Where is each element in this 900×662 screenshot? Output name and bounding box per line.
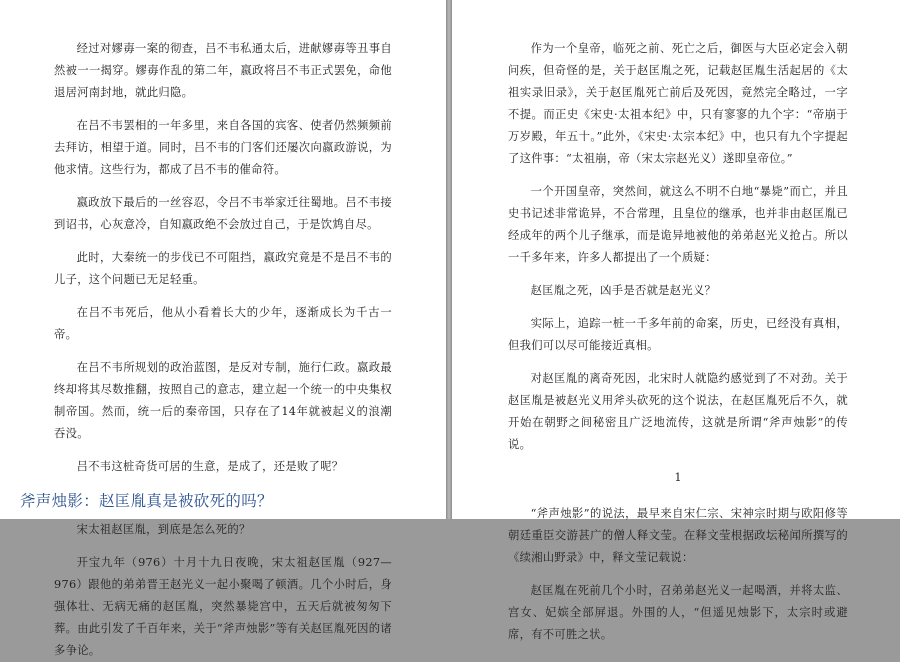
body-paragraph: 在吕不韦罢相的一年多里，来自各国的宾客、使者仍然频频前去拜访，相望于道。同时，吕不韦的门客们还屡次向嬴政游说，为他求情。这些行为，都成了吕不韦的催命符。 — [54, 119, 392, 176]
body-paragraph: 此时，大秦统一的步伐已不可阻挡，嬴政究竟是不是吕不韦的儿子，这个问题已无足轻重。 — [54, 251, 392, 286]
body-paragraph: 一个开国皇帝，突然间，就这么不明不白地“暴毙”而亡，并且史书记述非常诡异，不合常理，且皇位的继承，也并非由赵匡胤已经成年的两个儿子继承，而是诡异地被他的弟弟赵光义抢占。所以一千多年来，许多人都提出了一个质疑： — [508, 185, 848, 264]
body-paragraph: 经过对嫪毐一案的彻查，吕不韦私通太后，进献嫪毐等丑事自然被一一揭穿。嫪毐作乱的第二年，嬴政将吕不韦正式罢免，命他退居河南封地，就此归隐。 — [54, 42, 392, 99]
left-page — [0, 0, 446, 657]
body-paragraph: 实际上，追踪一桩一千多年前的命案，历史，已经没有真相，但我们可以尽可能接近真相。 — [508, 317, 848, 352]
body-paragraph: 嬴政放下最后的一丝容忍，令吕不韦举家迁往蜀地。吕不韦接到诏书，心灰意冷，自知嬴政绝不会放过自己，于是饮鸩自尽。 — [54, 196, 392, 231]
body-paragraph: 开宝九年（976）十月十九日夜晚，宋太祖赵匡胤（927—976）跟他的弟弟晋王赵光义一起小聚喝了顿酒。几个小时后，身强体壮、无病无痛的赵匡胤，突然暴毙宫中，五天后就被匆匆下葬。由此引发了千百年来，关于“斧声烛影”等有关赵匡胤死因的诸多争论。 — [54, 556, 392, 657]
right-page — [452, 0, 900, 641]
body-paragraph: 宋太祖赵匡胤，到底是怎么死的？ — [76, 523, 251, 536]
body-paragraph: 作为一个皇帝，临死之前、死亡之后，御医与大臣必定会入朝问疾，但奇怪的是，关于赵匡胤之死，记载赵匡胤生活起居的《太祖实录旧录》，关于赵匡胤死亡前后及死因，竟然完全略过，一字不提。而正史《宋史·太祖本纪》中，只有寥寥的九个字：“帝崩于万岁殿，年五十。”此外，《宋史·太宗本纪》中，也只有九个字提起了这件事：“太祖崩，帝（宋太宗赵光义）遂即皇帝位。” — [508, 42, 848, 165]
body-paragraph: 在吕不韦死后，他从小看着长大的少年，逐渐成长为千古一帝。 — [54, 306, 392, 341]
section-heading: 斧声烛影：赵匡胤真是被砍死的吗？ — [20, 492, 273, 510]
body-paragraph: 赵匡胤在死前几个小时，召弟弟赵光义一起喝酒，并将太监、宫女、妃嫔全部屏退。外围的人，“但遥见烛影下，太宗时或避席，有不可胜之状。 — [508, 584, 848, 641]
page-number: 1 — [674, 471, 682, 484]
body-paragraph: “斧声烛影”的说法，最早来自宋仁宗、宋神宗时期与欧阳修等朝廷重臣交游甚广的僧人释文莹。在释文莹根据政坛秘闻所撰写的《续湘山野录》中，释文莹记载说： — [508, 507, 848, 564]
body-paragraph: 对赵匡胤的离奇死因，北宋时人就隐约感觉到了不对劲。关于赵匡胤是被赵光义用斧头砍死的这个说法，在赵匡胤死后不久，就开始在朝野之间秘密且广泛地流传，这就是所谓“斧声烛影”的传说。 — [508, 372, 848, 451]
body-paragraph: 在吕不韦所规划的政治蓝图，是反对专制，施行仁政。嬴政最终却将其尽数推翻，按照自己的意志，建立起一个统一的中央集权制帝国。然而，统一后的秦帝国，只存在了14年就被起义的浪潮吞没。 — [54, 361, 392, 440]
body-paragraph: 赵匡胤之死，凶手是否就是赵光义？ — [530, 284, 717, 297]
body-paragraph: 吕不韦这桩奇货可居的生意，是成了，还是败了呢？ — [76, 460, 344, 473]
